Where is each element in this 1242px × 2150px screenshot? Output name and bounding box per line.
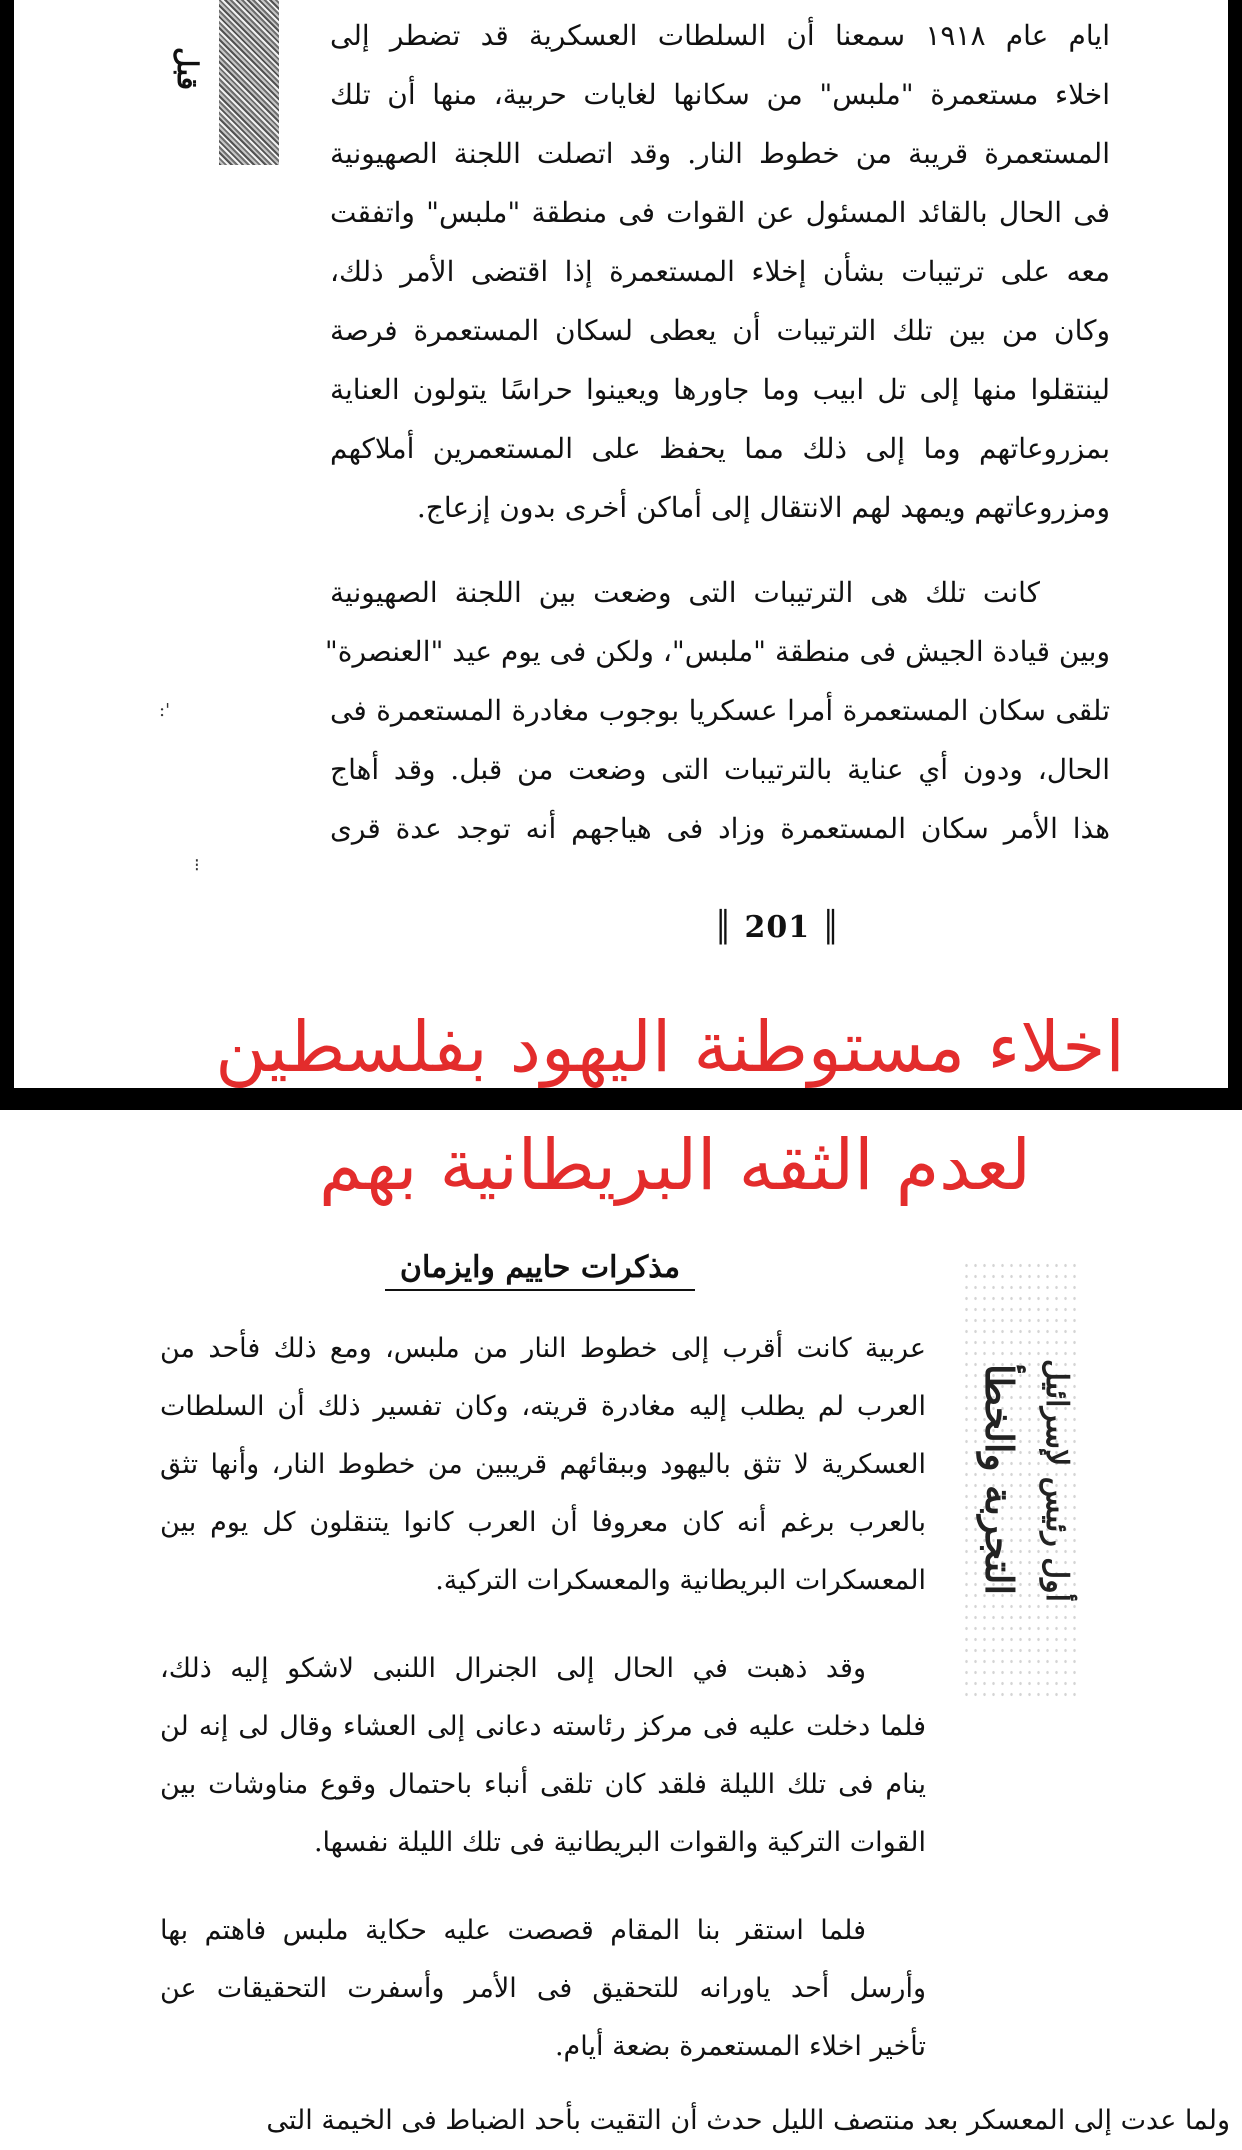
top-paragraph-2 [324, 563, 1110, 858]
left-frame-strip [0, 0, 14, 1090]
page-number: ║ 201 ║ [714, 910, 841, 945]
bottom-paragraph-3 [160, 1902, 926, 2076]
text-line: الحال، ودون أي عناية بالترتيبات التى وضعت من قبل. وقد أهاج [330, 753, 1110, 786]
text-line: فلما استقر بنا المقام قصصت عليه حكاية ملبس فاهتم بها [160, 1915, 866, 1946]
text-line: اخلاء مستعمرة "ملبس" من سكانها لغايات حربية، منها أن تلك [330, 78, 1110, 111]
top-paragraph-1 [330, 6, 1110, 537]
text-line: المعسكرات البريطانية والمعسكرات التركية. [435, 1565, 926, 1596]
text-line: العرب لم يطلب إليه مغادرة قريته، وكان تفسير ذلك أن السلطات [160, 1391, 926, 1422]
text-line: ينام فى تلك الليلة فلقد كان تلقى أنباء باحتمال وقوع مناوشات بين [160, 1769, 926, 1800]
text-line: معه على ترتيبات بشأن إخلاء المستعمرة إذا اقتضى الأمر ذلك، [330, 255, 1110, 288]
side-spine-text: قبل [171, 46, 204, 90]
text-line: وبين قيادة الجيش فى منطقة "ملبس"، ولكن فى يوم عيد "العنصرة" [324, 635, 1110, 668]
text-line: فلما دخلت عليه فى مركز رئاسته دعانى إلى العشاء وقال لى إنه لن [160, 1711, 926, 1742]
text-line: ايام عام ١٩١٨ سمعنا أن السلطات العسكرية قد تضطر إلى [330, 19, 1110, 52]
headline-line-2: لعدم الثقه البريطانية بهم [319, 1124, 1031, 1206]
text-line: هذا الأمر سكان المستعمرة وزاد فى هياجهم أنه توجد عدة قرى [330, 812, 1110, 845]
text-line: فى الحال بالقائد المسئول عن القوات فى منطقة "ملبس" واتفقت [330, 196, 1110, 229]
bottom-paragraph-1 [160, 1320, 926, 1610]
text-line: بالعرب برغم أنه كان معروفا أن العرب كانوا يتنقلون كل يوم بين [160, 1507, 926, 1538]
text-line: القوات التركية والقوات البريطانية فى تلك الليلة نفسها. [313, 1827, 926, 1858]
text-line: لينتقلوا منها إلى تل ابيب وما جاورها ويعينوا حراسًا يتولون العناية [330, 373, 1110, 406]
text-line: كانت تلك هى الترتيبات التى وضعت بين اللجنة الصهيونية [330, 576, 1040, 609]
scan-speck: ⁝ [194, 855, 200, 876]
section-title: مذكرات حاييم وايزمان [385, 1250, 695, 1291]
scan-speck: :' [159, 700, 171, 721]
book-cover-title: التجربة والخطأ [977, 1364, 1022, 1596]
book-cover-subtitle: أول رئيس لإسرائيل [1039, 1358, 1074, 1602]
bottom-paragraph-2 [160, 1640, 926, 1872]
text-line: بمزروعاتهم وما إلى ذلك مما يحفظ على المستعمرين أملاكهم [330, 432, 1110, 465]
text-line: المستعمرة قريبة من خطوط النار. وقد اتصلت اللجنة الصهيونية [330, 137, 1110, 170]
right-frame-strip [1228, 0, 1242, 1090]
cut-off-text-line: ولما عدت إلى المعسكر بعد منتصف الليل حدث أن التقيت بأحد الضباط فى الخيمة التى [266, 2105, 1230, 2136]
page-divider [0, 1088, 1242, 1110]
text-line: تأخير اخلاء المستعمرة بضعة أيام. [554, 2031, 926, 2062]
book-cover-emblem [219, 0, 279, 165]
text-line: وأرسل أحد ياورانه للتحقيق فى الأمر وأسفرت التحقيقات عن [160, 1973, 926, 2004]
text-line: وقد ذهبت في الحال إلى الجنرال اللنبى لاشكو إليه ذلك، [160, 1653, 866, 1684]
text-line: العسكرية لا تثق باليهود وببقائهم قريبين من خطوط النار، وأنها تثق [160, 1449, 926, 1480]
headline-line-1: اخلاء مستوطنة اليهود بفلسطين [215, 1006, 1125, 1088]
top-book-page [14, 0, 1228, 1088]
text-line: عربية كانت أقرب إلى خطوط النار من ملبس، ومع ذلك فأحد من [160, 1333, 926, 1364]
text-line: ومزروعاتهم ويمهد لهم الانتقال إلى أماكن أخرى بدون إزعاج. [416, 491, 1110, 524]
book-cover-side [962, 1260, 1082, 1700]
text-line: تلقى سكان المستعمرة أمرا عسكريا بوجوب مغادرة المستعمرة فى [330, 694, 1110, 727]
text-line: وكان من بين تلك الترتيبات أن يعطى لسكان المستعمرة فرصة [330, 314, 1110, 347]
